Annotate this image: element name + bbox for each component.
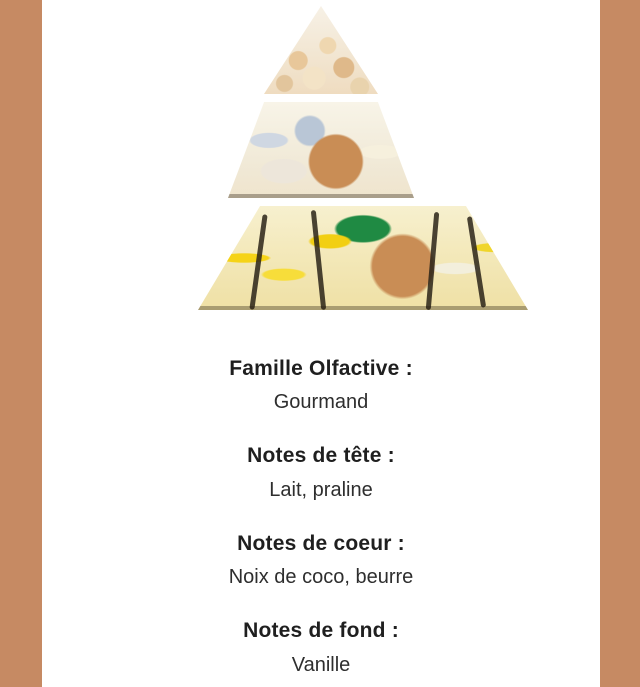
olfactory-pyramid-graphic [42,0,600,320]
pyramid-tier-top-notes [264,6,378,94]
vanilla-pod-icon [311,210,326,310]
pyramid-tier-heart-notes [228,102,414,198]
note-label: Notes de tête : [247,444,395,468]
vanilla-pod-icon [426,212,440,310]
note-group-heart-notes [42,529,600,592]
product-detail-page [42,0,600,687]
note-value: Gourmand [273,391,369,414]
note-label: Notes de coeur : [237,531,405,555]
note-value: Vanille [291,653,351,676]
note-label: Famille Olfactive : [229,357,413,380]
note-label: Notes de fond : [243,619,399,643]
olfactory-notes-list [42,320,600,680]
note-group-olfactory-family [42,354,600,417]
pyramid-tier-base-notes [198,206,528,310]
vanilla-pod-icon [467,216,486,308]
note-group-base-notes [42,616,600,679]
vanilla-pod-icon [249,214,267,310]
note-value: Lait, praline [269,478,373,501]
note-value: Noix de coco, beurre [228,566,414,589]
note-group-head-notes [42,441,600,504]
